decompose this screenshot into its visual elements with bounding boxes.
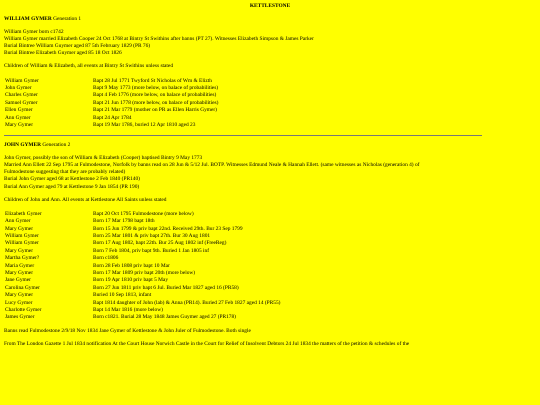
table-row	[5, 77, 218, 84]
william-details	[4, 29, 536, 57]
child-detail: Bapt 20 Oct 1795 Fulmodestone (more below)	[93, 210, 194, 217]
ann-burial-line: Burial Ann Gymer aged 79 at Kettlestone 9 Jan 1854 (PR 190)	[4, 183, 140, 190]
child-detail: Bapt 9 May 1773 (more below, on balace of probabilities)	[93, 85, 219, 91]
section-heading-john	[4, 142, 536, 150]
child-name: Elizabeth Gymer	[5, 210, 42, 217]
table-row	[5, 122, 218, 129]
child-detail: Buried 10 Sep 1813, infant	[93, 292, 152, 299]
child-detail: Bapt 1814 daughter of John (lab) & Anna (PR14). Buried 27 Feb 1827 aged 14 (PR55)	[93, 299, 281, 306]
table-row	[5, 218, 280, 225]
child-detail: Born 17 Mar 1809 priv bapt 20th (more below)	[93, 270, 196, 277]
child-detail: Bapt 24 Apr 1784	[93, 114, 132, 121]
children-intro-john: Children of John and Ann. All events at Kettlestone All Saints unless stated	[4, 196, 167, 203]
william-burial-line: Burial Bintree William Guymer aged 87 5th February 1829 (PR 76)	[4, 43, 151, 50]
child-name: Mary Gymer	[5, 270, 33, 277]
child-detail: Bapt 28 Jul 1771 Twyford St Nicholas of Wm & Elizth	[93, 77, 212, 84]
table-row	[5, 314, 280, 321]
john-marriage-line-cont: Fulmodestone suggesting that they are probably related)	[4, 169, 126, 176]
table-row	[5, 255, 280, 262]
child-detail: Bapt 14 Mar 1816 (more below)	[93, 306, 163, 313]
child-name: Ann Gymer	[5, 218, 31, 225]
child-detail: Born 17 Mar 1798 bapt 18th	[93, 218, 155, 225]
child-name: William Gymer	[5, 240, 39, 247]
child-name: Jane Gymer	[5, 277, 31, 284]
child-name: Mary Gymer	[5, 121, 33, 128]
child-detail: Born 27 Jun 1811 priv bapt 6 Jul. Buried Mar 1827 aged 16 (PR58)	[93, 284, 239, 291]
child-detail: Born 25 Mar 1801 & priv bapt 27th. Bur 30 Aug 1801	[93, 233, 211, 240]
child-detail: Bapt 4 Feb 1776 (more below, on balace of probabilities)	[93, 92, 217, 99]
child-name: Charles Gymer	[5, 92, 38, 99]
child-name: Ellen Gymer	[5, 107, 33, 114]
table-row	[5, 100, 218, 107]
table-row	[5, 248, 280, 255]
child-name: James Gymer	[5, 314, 35, 321]
john-marriage-line: Married Ann Ellett 22 Sep 1795 at Fulmodestone, Norfolk by banns read on 28 Jun & 5/12 Jul. BOTP. Witnesses Edmund Neale & Hannah Ellett. (same witnesses as Nicholas (generation 4) of	[4, 162, 420, 169]
table-row	[5, 240, 280, 247]
table-row	[5, 285, 280, 292]
child-name: Samuel Gymer	[5, 99, 38, 106]
child-name: Carolina Gymer	[5, 284, 40, 291]
children-table-john	[5, 211, 280, 322]
child-name: Mary Gymer	[5, 247, 33, 254]
child-detail: Bapt 21 Mar 1779 (mother on PR as Ellen Harris Gymer)	[93, 107, 217, 114]
john-burial-line: Burial John Gymer aged 68 at Kettlestone 2 Feb 1840 (PR140)	[4, 176, 140, 183]
child-name: Charlotte Gymer	[5, 306, 42, 313]
child-name: Maria Gymer	[5, 262, 35, 269]
child-detail: Born 15 Jun 1799 & priv bapt 22nd. Received 29th. Bur 23 Sep 1799	[93, 225, 243, 232]
william-marriage-line: William Gymer married Elizabeth Cooper 24 Oct 1768 at Bintry St Swithins after banns (PT 27). Witnesses Elizabeth Simpson & James Parker	[4, 36, 314, 43]
table-row	[5, 299, 280, 306]
section-heading-generation: Generation 1	[51, 16, 82, 22]
section-heading-william	[4, 16, 536, 24]
section-divider	[4, 135, 482, 136]
child-detail: Born 28 Feb 1808 priv bapt 10 Mar	[93, 262, 170, 269]
section-heading-generation: Generation 2	[40, 142, 71, 149]
child-detail: Bapt 21 Jun 1778 (more below, on balace of probabilities)	[93, 99, 219, 106]
john-details	[4, 155, 536, 190]
child-name: Ann Gymer	[5, 114, 31, 121]
table-row	[5, 226, 280, 233]
table-row	[5, 270, 280, 277]
page-title: KETTLESTONE	[249, 3, 291, 9]
table-row	[5, 107, 218, 114]
children-intro-william: Children of William & Elizabeth, all events at Bintry St Swithins unless stated	[4, 63, 174, 70]
section-heading-name: JOHN GYMER	[4, 142, 41, 149]
children-table-william	[5, 77, 218, 129]
child-name: Mary Gymer	[5, 225, 33, 232]
table-row	[5, 92, 218, 99]
elizabeth-burial-line: Burial Bintree Elizabeth Guymer aged 85 18 Oct 1826	[4, 50, 122, 57]
section-heading-name: WILLIAM GYMER	[4, 16, 52, 22]
william-born-line: William Gymer born c1742	[4, 29, 64, 35]
child-name: Martha Gymer?	[5, 255, 40, 262]
child-name: John Gymer	[5, 85, 32, 91]
gazette-line: From The London Gazette 1 Jul 1834 notification At the Court House Norwich Castle in the Court for Relief of Insolvent Debtors 24 Jul 1834 the matters of the petition & schedules of the	[4, 340, 410, 347]
table-row	[5, 277, 280, 284]
table-row	[5, 114, 218, 121]
child-detail: Born 7 Feb 1804, priv bapt 9th. Buried 1 Jan 1805 inf	[93, 247, 210, 254]
child-detail: Born 19 Apr 1810 priv bapt 5 May	[93, 277, 169, 284]
banns-line: Banns read Fulmodestone 2/9/18 Nov 1834 Jane Gymer of Kettlestone & John Juler of Fulmodestone. Both single	[4, 327, 251, 334]
table-row	[5, 292, 280, 299]
john-baptism-line: John Gymer, possibly the son of William & Elizabeth (Cooper) baptised Bintry 9 May 1773	[4, 155, 203, 162]
child-detail: Born 17 Aug 1802, bapt 22th. Bur 25 Aug 1802 inf (FreeReg)	[93, 240, 227, 247]
child-detail: Bapt 19 Mar 1786, buried 12 Apr 1810 aged 23	[93, 121, 196, 128]
child-detail: Born c1821. Burial 28 May 1848 James Guymer aged 27 (PR178)	[93, 314, 236, 321]
table-row	[5, 263, 280, 270]
table-row	[5, 211, 280, 218]
child-name: William Gymer	[5, 77, 39, 84]
child-name: Mary Gymer	[5, 292, 33, 299]
child-name: Lucy Gymer	[5, 299, 33, 306]
child-detail: Born c1806	[93, 255, 119, 262]
child-name: William Gymer	[5, 233, 39, 240]
